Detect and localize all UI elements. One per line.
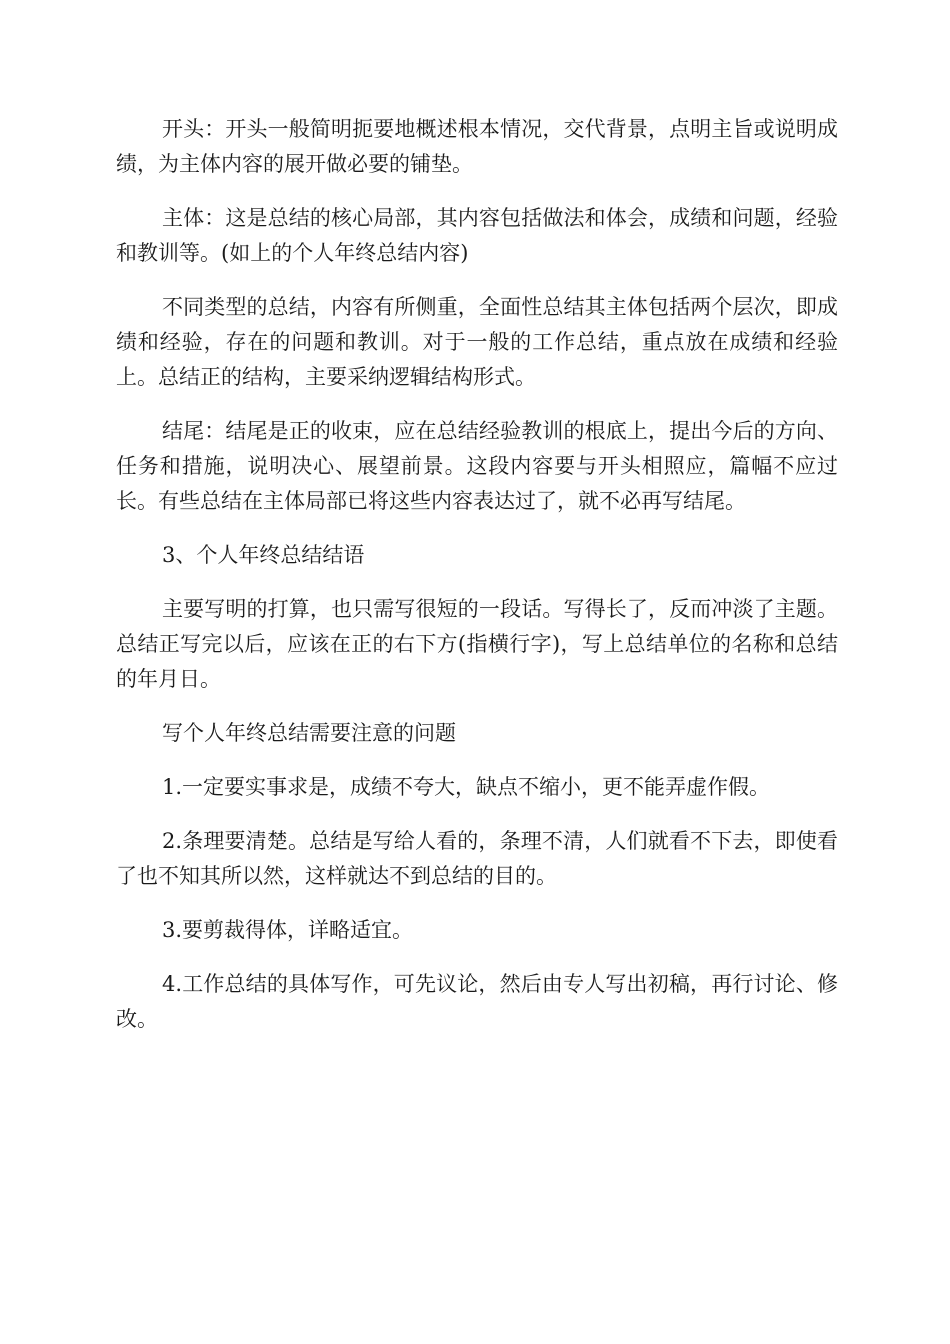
section-heading-conclusion: 3、个人年终总结结语 <box>162 543 365 567</box>
list-item-1: 1.一定要实事求是，成绩不夸大，缺点不缩小，更不能弄虚作假。 <box>162 775 771 799</box>
section-heading-notes: 写个人年终总结需要注意的问题 <box>162 721 456 745</box>
paragraph-opening: 开头：开头一般简明扼要地概述根本情况，交代背景，点明主旨或说明成绩，为主体内容的展开做必要的铺垫。 <box>116 117 838 176</box>
list-item-3: 3.要剪裁得体，详略适宜。 <box>162 918 414 942</box>
paragraph-conclusion: 主要写明的打算，也只需写很短的一段话。写得长了，反而冲淡了主题。总结正写完以后，应该在正的右下方(指横行字)，写上总结单位的名称和总结的年月日。 <box>116 597 838 691</box>
list-item-2: 2.条理要清楚。总结是写给人看的，条理不清，人们就看不下去，即使看了也不知其所以然，这样就达不到总结的目的。 <box>116 829 838 888</box>
paragraph-ending: 结尾：结尾是正的收束，应在总结经验教训的根底上，提出今后的方向、任务和措施，说明决心、展望前景。这段内容要与开头相照应，篇幅不应过长。有些总结在主体局部已将这些内容表达过了，就不必再写结尾。 <box>116 419 838 513</box>
paragraph-body-types: 不同类型的总结，内容有所侧重，全面性总结其主体包括两个层次，即成绩和经验，存在的问题和教训。对于一般的工作总结，重点放在成绩和经验上。总结正的结构，主要采纳逻辑结构形式。 <box>116 295 838 389</box>
document-body <box>116 112 838 1056</box>
list-item-4: 4.工作总结的具体写作，可先议论，然后由专人写出初稿，再行讨论、修改。 <box>116 972 838 1031</box>
paragraph-body: 主体：这是总结的核心局部，其内容包括做法和体会，成绩和问题，经验和教训等。(如上的个人年终总结内容) <box>116 206 838 265</box>
